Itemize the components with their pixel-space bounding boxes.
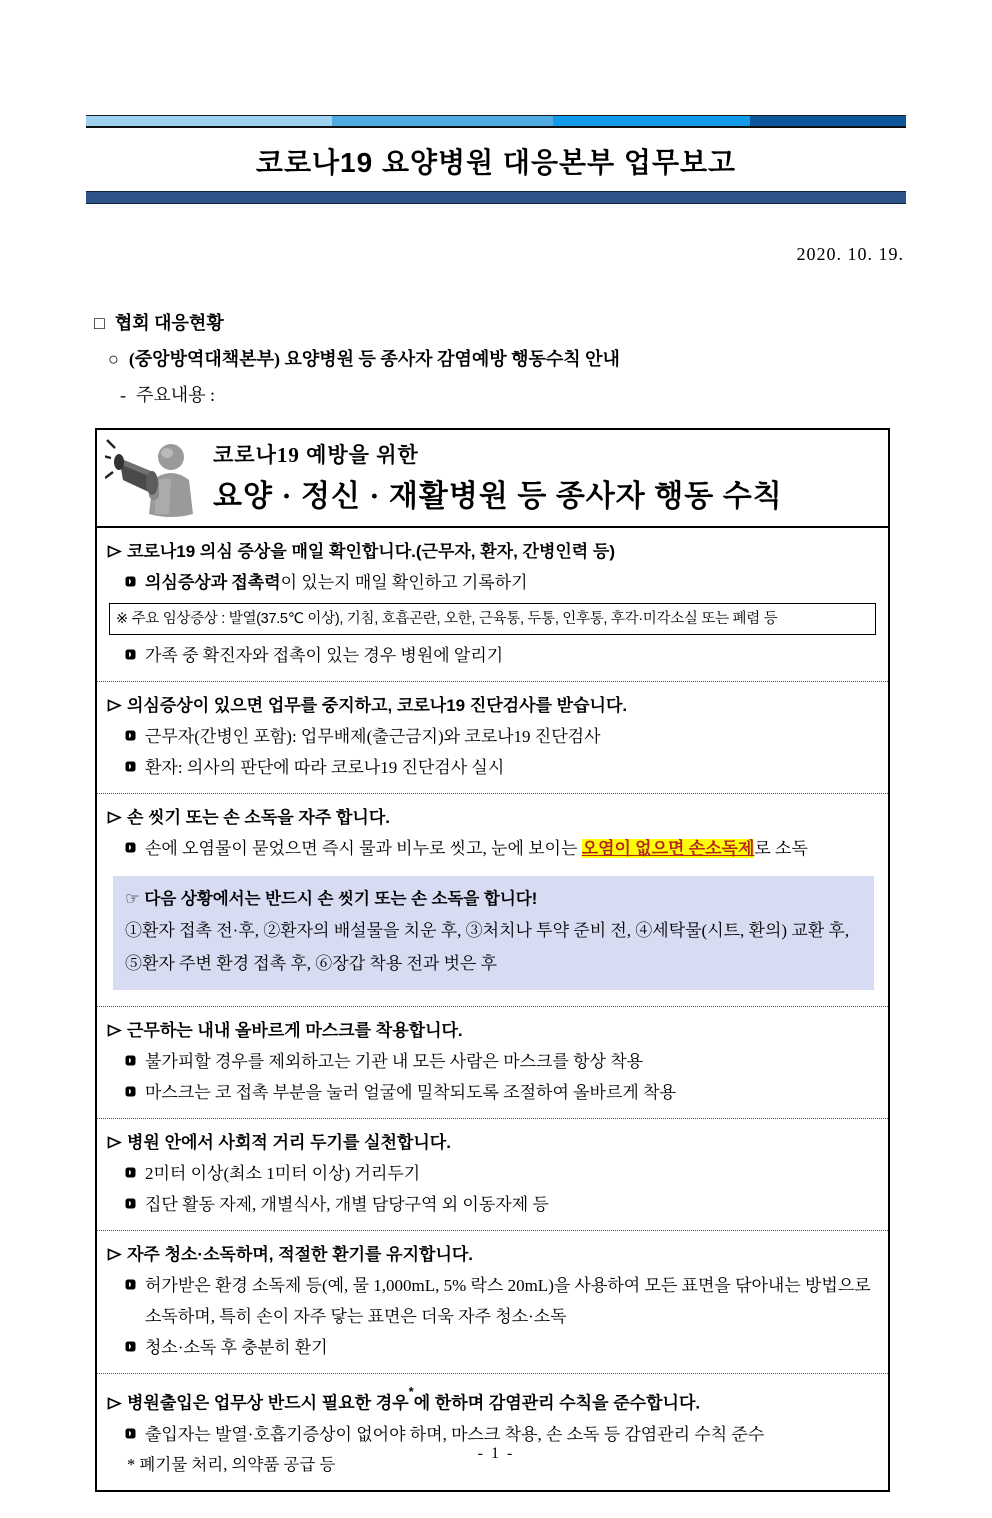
rule-bullet [107,721,876,752]
document-page [86,115,906,1492]
bullet-text [145,833,808,864]
rule-heading [107,1240,876,1270]
circle-marker: ○ [108,349,119,369]
rule-bullet [107,752,876,783]
arrow-bullet-icon [107,538,127,568]
highlighted-text: 오염이 없으면 손소독제 [581,839,755,858]
megaphone-person-icon [105,436,205,518]
page-number: - 1 - [477,1445,515,1462]
bullet-suffix: 로 소독 [754,839,808,858]
bullet-text: 청소·소독 후 충분히 환기 [145,1338,328,1357]
rule-bullet [107,1046,876,1077]
rule-bullet [107,1158,876,1189]
rule-bullet [107,1189,876,1220]
rule-heading [107,1128,876,1158]
intro-line-association-status [86,305,906,341]
footnote: * 폐기물 처리, 의약품 공급 등 [127,1454,336,1474]
banner-subtitle: 코로나19 예방을 위한 [213,443,419,467]
bullet-text [145,567,528,598]
heading-pre: 병원출입은 업무상 반드시 필요한 경우 [127,1393,409,1413]
arrow-bullet-icon [107,1017,127,1047]
square-bullet-icon [125,1418,145,1449]
rule-section-wear-mask [97,1006,888,1118]
rule-heading-text: 의심증상이 있으면 업무를 중지하고, 코로나19 진단검사를 받습니다. [127,696,628,715]
rule-bullet [107,1332,876,1363]
rule-bullet [107,833,876,864]
heading-post: 에 한하며 감염관리 수칙을 준수합니다. [413,1393,701,1413]
action-rules-notice-box [95,428,890,1492]
intro-text: 주요내용 : [136,385,216,405]
rule-section-hospital-entry-control [97,1373,888,1490]
rule-bullet [107,640,876,671]
square-bullet-icon [125,1331,145,1362]
footnote-asterisk: * [408,1384,414,1399]
arrow-bullet-icon [107,804,127,834]
bullet-text: 마스크는 코 접촉 부분을 눌러 얼굴에 밀착되도록 조절하여 올바르게 착용 [145,1083,676,1102]
hand-hygiene-situations-box [113,876,874,990]
rule-heading [107,691,876,721]
arrow-bullet-icon [107,1390,127,1420]
rule-heading [107,803,876,833]
page-title: 코로나19 요양병원 대응본부 업무보고 [255,147,737,178]
rule-bullet [107,1270,876,1332]
rule-heading [107,1383,876,1419]
rule-heading-text: 근무하는 내내 올바르게 마스크를 착용합니다. [127,1021,463,1040]
clinical-symptoms-note-box: ※ 주요 임상증상 : 발열(37.5℃ 이상), 기침, 호흡곤란, 오한, 근육통, 두통, 인후통, 후각·미각소실 또는 폐렴 등 [109,603,876,635]
bullet-rest: 이 있는지 매일 확인하고 기록하기 [280,573,528,592]
square-bullet-icon [125,639,145,670]
arrow-bullet-icon [107,1129,127,1159]
square-bullet-icon [125,1188,145,1219]
square-bullet-icon [125,1076,145,1107]
rule-section-daily-symptom-check [97,528,888,681]
gradient-segment-1 [86,116,332,126]
gradient-segment-4 [750,116,906,126]
header-navy-bar [86,191,906,204]
intro-line-guideline-notice [86,341,906,377]
gradient-segment-3 [553,116,750,126]
rule-heading [107,1016,876,1046]
rule-bullet [107,1077,876,1108]
intro-line-main-content [86,377,906,413]
bullet-text: 집단 활동 자제, 개별식사, 개별 담당구역 외 이동자제 등 [145,1195,549,1214]
rule-section-hand-hygiene [97,793,888,1006]
rule-section-clean-disinfect-ventilate [97,1230,888,1373]
square-bullet-icon [125,751,145,782]
rule-heading [107,537,876,567]
report-date: 2020. 10. 19. [796,244,904,264]
rule-heading-text: 자주 청소·소독하며, 적절한 환기를 유지합니다. [127,1245,474,1264]
square-bullet-icon [125,1157,145,1188]
bullet-text: 2미터 이상(최소 1미터 이상) 거리두기 [145,1164,421,1183]
bullet-text: 허가받은 환경 소독제 등(예, 물 1,000mL, 5% 락스 20mL)을 사용하여 모든 표면을 닦아내는 방법으로 소독하며, 특히 손이 자주 닿는 표면은 더욱 자주 청소·소독 [145,1276,871,1326]
square-bullet-icon [125,1269,145,1300]
intro-text: (중앙방역대책본부) 요양병원 등 종사자 감염예방 행동수칙 안내 [128,349,620,369]
bullet-prefix: 손에 오염물이 묻었으면 즉시 물과 비누로 씻고, 눈에 보이는 [145,839,582,858]
bullet-text: 가족 중 확진자와 접촉이 있는 경우 병원에 알리기 [145,646,504,665]
bullet-text: 환자: 의사의 판단에 따라 코로나19 진단검사 실시 [145,758,505,777]
rule-heading-text: 손 씻기 또는 손 소독을 자주 합니다. [127,808,390,827]
bullet-text: 근무자(간병인 포함): 업무배제(출근금지)와 코로나19 진단검사 [145,727,601,746]
square-marker: □ [94,313,105,333]
square-bullet-icon [125,832,145,863]
arrow-bullet-icon [107,692,127,722]
square-bullet-icon [125,566,145,597]
info-box-body: ①환자 접촉 전·후, ②환자의 배설물을 치운 후, ③처치나 투약 준비 전, ④세탁물(시트, 환의) 교환 후, ⑤환자 주변 환경 접촉 후, ⑥장갑 착용 전과 벗은 후 [125,921,850,973]
square-bullet-icon [125,720,145,751]
square-bullet-icon [125,1045,145,1076]
intro-outline [86,305,906,413]
bullet-text: 불가피할 경우를 제외하고는 기관 내 모든 사람은 마스크를 항상 착용 [145,1052,644,1071]
banner-text [205,439,878,515]
rule-heading-text: 병원 안에서 사회적 거리 두기를 실천합니다. [127,1133,451,1152]
dash-marker: - [120,385,126,405]
gradient-segment-2 [332,116,553,126]
info-box-title: ☞ 다음 상황에서는 반드시 손 씻기 또는 손 소독을 합니다! [125,890,538,908]
rule-section-social-distancing [97,1118,888,1230]
intro-text: 협회 대응현황 [114,313,224,333]
rule-section-stop-work-get-tested [97,681,888,793]
bullet-text: 출입자는 발열·호흡기증상이 없어야 하며, 마스크 착용, 손 소독 등 감염관리 수칙 준수 [145,1424,765,1444]
rule-heading-text [127,1383,700,1419]
banner-title: 요양 · 정신 · 재활병원 등 종사자 행동 수칙 [213,480,783,513]
rule-bullet [107,567,876,598]
notice-banner [97,430,888,528]
header-gradient-bar [86,115,906,128]
bullet-emphasis: 의심증상과 접촉력 [145,573,281,592]
rule-heading-text: 코로나19 의심 증상을 매일 확인합니다.(근무자, 환자, 간병인력 등) [127,542,616,561]
arrow-bullet-icon [107,1241,127,1271]
